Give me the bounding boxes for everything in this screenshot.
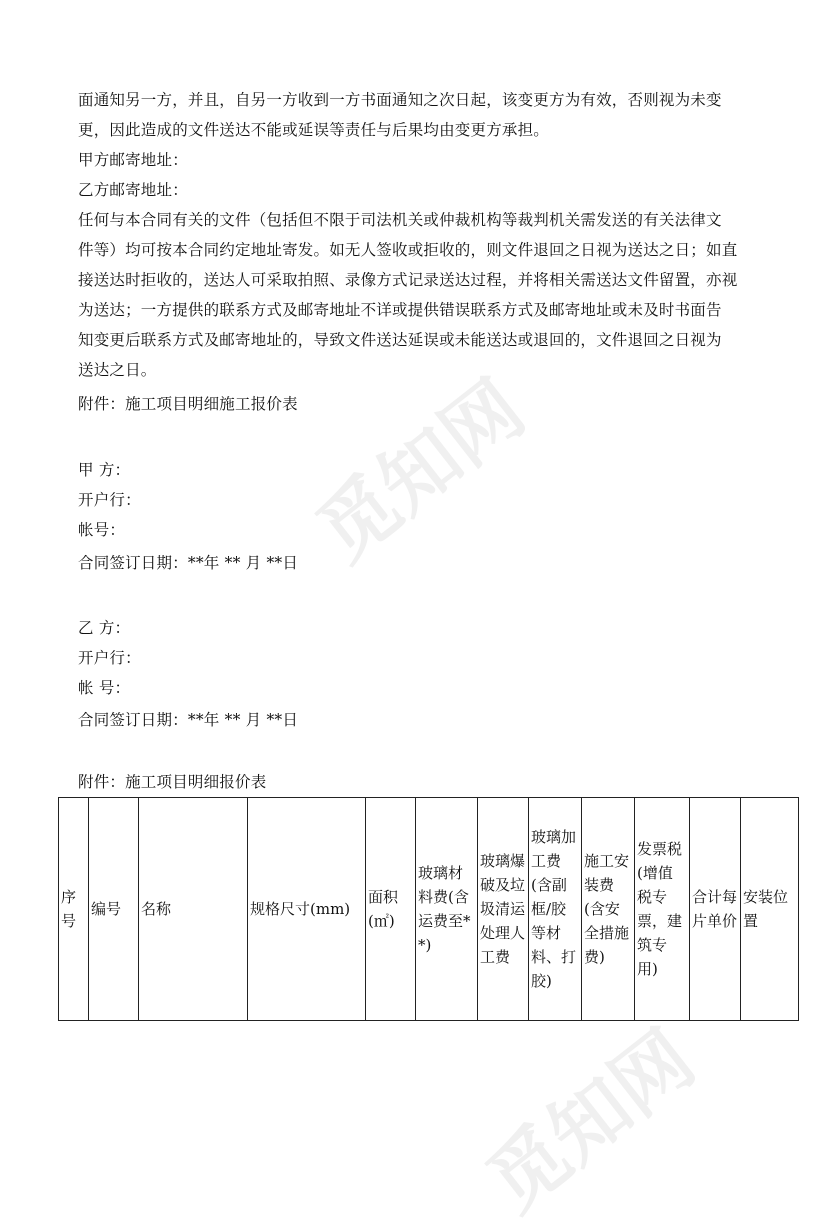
- header-cell-demolition-labor-fee: 玻璃爆破及垃圾清运处理人工费: [478, 798, 529, 1021]
- header-cell-install-location: 安装位置: [741, 798, 799, 1021]
- paragraph-line: 送达之日。: [78, 361, 157, 379]
- header-cell-code: 编号: [89, 798, 139, 1021]
- header-cell-glass-material-fee: 玻璃材料费(含运费至**): [416, 798, 478, 1021]
- party-a-bank-label: 开户行：: [78, 491, 141, 509]
- paragraph-line: 接送达时拒收的，送达人可采取拍照、录像方式记录送达过程，并将相关需送达文件留置，亦视: [78, 271, 738, 289]
- header-cell-name: 名称: [139, 798, 248, 1021]
- party-b-bank-label: 开户行：: [78, 649, 141, 667]
- watermark: 觅知网: [471, 1014, 712, 1230]
- attachment-note: 附件：施工项目明细施工报价表: [78, 395, 298, 413]
- table-title: 附件：施工项目明细报价表: [78, 773, 267, 791]
- party-b-sign-date: 合同签订日期：**年 ** 月 **日: [78, 711, 299, 729]
- party-b-mail-address: 乙方邮寄地址：: [78, 181, 188, 199]
- header-cell-installation-fee: 施工安装费(含安全措施费): [582, 798, 635, 1021]
- party-a-mail-address: 甲方邮寄地址：: [78, 151, 188, 169]
- header-cell-area: 面积(㎡): [366, 798, 416, 1021]
- watermark: 觅知网: [301, 364, 542, 580]
- header-cell-processing-fee: 玻璃加工费(含副框/胶等材料、打胶): [529, 798, 582, 1021]
- paragraph-line: 更，因此造成的文件送达不能或延误等责任与后果均由变更方承担。: [78, 121, 550, 139]
- party-a-account-label: 帐号：: [78, 521, 126, 539]
- party-b-account-label: 帐 号：: [78, 679, 131, 697]
- header-cell-index: 序号: [59, 798, 89, 1021]
- header-cell-unit-price-total: 合计每片单价: [690, 798, 741, 1021]
- paragraph-line: 面通知另一方，并且，自另一方收到一方书面通知之次日起，该变更方为有效，否则视为未变: [78, 91, 722, 109]
- paragraph-line: 为送达；一方提供的联系方式及邮寄地址不详或提供错误联系方式及邮寄地址或未及时书面告: [78, 301, 722, 319]
- header-cell-invoice-tax: 发票税(增值税专票，建筑专用): [635, 798, 690, 1021]
- party-a-name-label: 甲 方：: [78, 461, 131, 479]
- party-b-name-label: 乙 方：: [78, 619, 131, 637]
- table-header-row: [59, 798, 799, 1021]
- paragraph-line: 任何与本合同有关的文件（包括但不限于司法机关或仲裁机构等裁判机关需发送的有关法律文: [78, 211, 722, 229]
- paragraph-line: 件等）均可按本合同约定地址寄发。如无人签收或拒收的，则文件退回之日视为送达之日；如直: [78, 241, 738, 259]
- party-a-sign-date: 合同签订日期：**年 ** 月 **日: [78, 554, 299, 572]
- header-cell-size: 规格尺寸(mm): [248, 798, 366, 1021]
- quote-table: [58, 797, 799, 1021]
- paragraph-line: 知变更后联系方式及邮寄地址的，导致文件送达延误或未能送达或退回的，文件退回之日视为: [78, 331, 722, 349]
